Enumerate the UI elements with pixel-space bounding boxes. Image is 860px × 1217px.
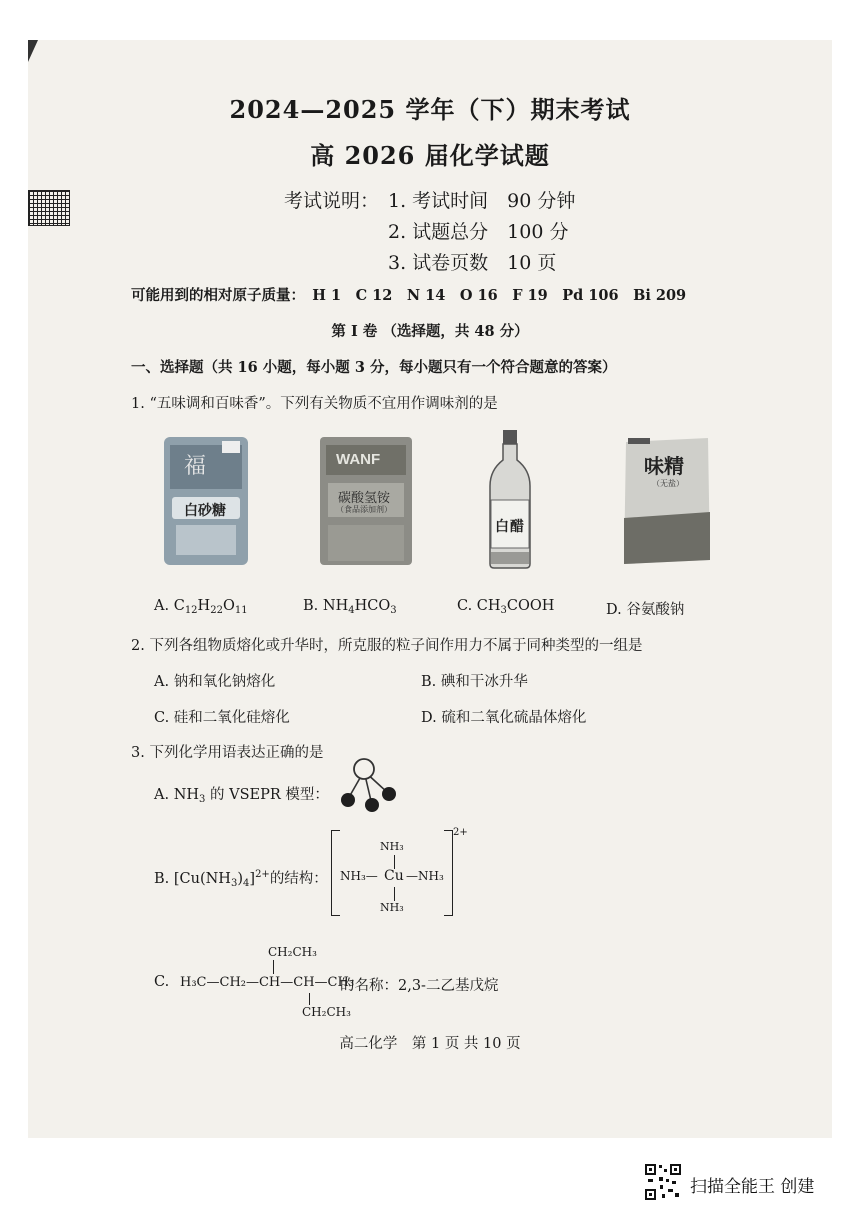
- complex-right-ligand: —NH₃: [406, 869, 444, 883]
- svg-text:福: 福: [184, 454, 207, 479]
- q2-option-c: C. 硅和二氧化硅熔化: [154, 710, 290, 726]
- atomic-masses: 可能用到的相对原子质量： H 1 C 12 N 14 O 16 F 19 Pd 106 Bi 209: [131, 287, 687, 304]
- left-bracket: [331, 830, 340, 916]
- q1-option-c: C. $CH_3COOH$: [457, 598, 555, 616]
- question-2-stem: 2. 下列各组物质熔化或升华时，所克服的粒子间作用力不属于同种类型的一组是: [131, 638, 643, 654]
- q3-option-a: A. $NH_3$ 的 VSEPR 模型：: [154, 787, 329, 805]
- instruction-3: 3. 试卷页数 10 页: [388, 252, 557, 274]
- complex-bottom-bond: [394, 887, 395, 901]
- bicarb-brand: WANF: [336, 451, 381, 468]
- c-bottom-bond: [309, 993, 310, 1005]
- c-name: 的名称：2,3-二乙基戊烷: [340, 978, 499, 994]
- vsepr-model-diagram: [332, 755, 404, 813]
- q3-option-c-label: C.: [154, 974, 170, 990]
- white-sugar-package-image: [162, 433, 250, 569]
- binding-grid-icon: [28, 190, 70, 226]
- exam-page: [28, 40, 832, 1138]
- instruction-1: 1. 考试时间 90 分钟: [388, 190, 576, 212]
- right-bracket: [444, 830, 453, 916]
- q1-option-a: A. $C_{12}H_{22}O_{11}$: [154, 598, 248, 616]
- q1-option-d: D. 谷氨酸钠: [606, 602, 685, 618]
- question-1-stem: 1. “五味调和百味香”。下列有关物质不宜用作调味剂的是: [131, 396, 498, 412]
- exam-title: 2024—2025 学年（下）期末考试: [229, 95, 631, 124]
- c-bottom-branch: CH₂CH₃: [302, 1005, 351, 1019]
- bicarb-note: （食品添加剂）: [336, 505, 392, 514]
- corner-mark: [28, 40, 38, 62]
- c-top-bond: [273, 960, 274, 974]
- page-footer: 高二化学 第 1 页 共 10 页: [339, 1036, 521, 1052]
- instruction-2: 2. 试题总分 100 分: [388, 221, 569, 243]
- exam-subtitle: 高 2026 届化学试题: [310, 141, 550, 170]
- c-top-branch: CH₂CH₃: [268, 945, 317, 959]
- question-3-stem: 3. 下列化学用语表达正确的是: [131, 745, 324, 761]
- section-heading: 一、选择题（共 16 小题，每小题 3 分，每小题只有一个符合题意的答案）: [131, 359, 617, 376]
- msg-note: （无盐）: [652, 479, 684, 488]
- complex-top-ligand: NH₃: [380, 840, 404, 853]
- scanner-label: 扫描全能王 创建: [690, 1177, 815, 1197]
- q2-option-d: D. 硫和二氧化硫晶体熔化: [421, 710, 587, 726]
- vinegar-label: 白醋: [495, 519, 525, 535]
- q2-option-a: A. 钠和氧化钠熔化: [154, 674, 276, 690]
- q3-option-b: B. $[Cu(NH_3)_4]^{2+}$的结构：: [154, 869, 328, 889]
- complex-left-ligand: NH₃—: [340, 869, 378, 883]
- c-main-chain: H₃C—CH₂—CH—CH—CH₃: [180, 975, 355, 990]
- sugar-label: 白砂糖: [184, 503, 226, 519]
- complex-charge: 2+: [453, 827, 468, 838]
- ammonium-bicarbonate-package-image: [318, 433, 414, 569]
- qr-code-icon: [644, 1163, 682, 1201]
- msg-package-image: [622, 436, 712, 566]
- complex-center-atom: Cu: [384, 868, 404, 884]
- complex-bottom-ligand: NH₃: [380, 901, 404, 914]
- q2-option-b: B. 碘和干冰升华: [421, 674, 528, 690]
- q1-option-b: B. $NH_4HCO_3$: [303, 598, 397, 616]
- msg-label: 味精: [644, 454, 684, 478]
- volume-heading: 第 I 卷 （选择题，共 48 分）: [331, 323, 529, 340]
- white-vinegar-bottle-image: [486, 430, 534, 570]
- complex-top-bond: [394, 855, 395, 869]
- instructions-label: 考试说明：: [284, 190, 380, 212]
- bicarb-label: 碳酸氢铵: [338, 491, 391, 506]
